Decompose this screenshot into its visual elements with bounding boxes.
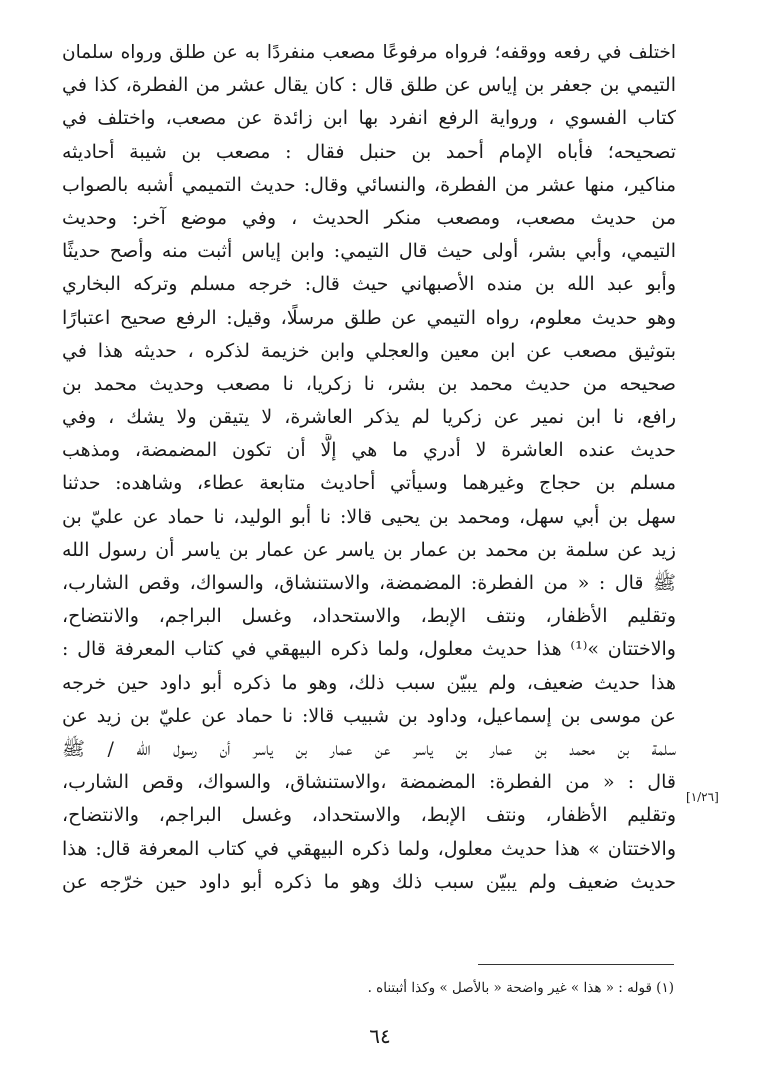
text-line: قال : « من الفطرة: المضمضة ،والاستنشاق، والسواك، وقص الشارب، <box>62 771 676 794</box>
text-line: مناكير، منها عشر من الفطرة، والنسائي وقال: حديث التميمي أشبه بالصواب <box>62 173 676 196</box>
text-line: هذا حديث ضعيف، ولم يبيّن سبب ذلك، وهو ما ذكره أبو داود حين خرجه <box>62 671 676 694</box>
text-line: ﷺ قال : « من الفطرة: المضمضة، والاستنشاق، والسواك، وقص الشارب، <box>62 572 676 594</box>
text-line: تصحيحه؛ فأباه الإمام أحمد بن حنبل فقال : مصعب بن شيبة أحاديثه <box>62 140 676 163</box>
text-line: والاختتان » هذا حديث معلول، ولما ذكره البيهقي في كتاب المعرفة قال: هذا <box>62 837 676 860</box>
text-line: زيد عن سلمة بن محمد بن عمار بن ياسر عن عمار بن ياسر أن رسول الله <box>62 538 676 561</box>
footnote: (١) قوله : « هذا » غير واضحة « بالأصل » وكذا أثبتناه . <box>367 980 674 996</box>
text-line: عن موسى بن إسماعيل، وداود بن شبيب قالا: نا حماد عن عليّ بن زيد عن <box>62 704 676 727</box>
text-line: والاختتان »⁽¹⁾ هذا حديث معلول، ولما ذكره البيهقي في كتاب المعرفة قال : <box>62 638 676 661</box>
text-line: التيمي، وأبي بشر، أولى حيث قال التيمي: وابن إياس أثبت منه وأصح حديثًا <box>62 240 676 263</box>
text-line: مسلم بن حجاج وغيرهما وسيأتي أحاديث متابعة عطاء، وشاهده: حدثنا <box>62 472 676 495</box>
text-line: التيمي بن جعفر بن إياس عن طلق قال : كان يقال عشر من الفطرة، كذا في <box>62 74 676 97</box>
text-line: وتقليم الأظفار، ونتف الإبط، والاستحداد، وغسل البراجم، والانتضاح، <box>62 804 676 827</box>
footnote-separator <box>478 964 674 965</box>
text-line: كتاب الفسوي ، ورواية الرفع انفرد بها ابن زائدة عن مصعب، واختلف في <box>62 107 676 130</box>
main-text-block <box>62 36 676 899</box>
text-line: حديث عنده العاشرة لا أدري ما هي إلَّا أن تكون المضمضة، ومذهب <box>62 439 676 462</box>
text-line: صحيحه من حديث محمد بن بشر، نا زكريا، نا مصعب وحديث محمد بن <box>62 372 676 395</box>
page-number: ٦٤ <box>369 1024 391 1048</box>
text-line: وتقليم الأظفار، ونتف الإبط، والاستحداد، وغسل البراجم، والانتضاح، <box>62 605 676 628</box>
text-line: بتوثيق مصعب عن ابن معين والعجلي وابن خزيمة لذكره ، حديثه هذا في <box>62 339 676 362</box>
text-line: اختلف في رفعه ووقفه؛ فرواه مرفوعًا مصعب منفردًا به عن طلق ورواه سلمان <box>62 42 676 63</box>
text-line: سهل بن أبي سهل، ومحمد بن يحيى قالا: نا أبو الوليد، نا حماد عن عليّ بن <box>62 505 676 528</box>
margin-reference: [١/٢٦] <box>686 790 719 804</box>
text-line: وهو حديث معلوم، رواه التيمي عن طلق مرسلًا، وقيل: الرفع صحيح اعتبارًا <box>62 306 676 329</box>
text-line: من حديث مصعب، ومصعب منكر الحديث ، وفي موضع آخر: وحديث <box>62 206 676 229</box>
text-line: وأبو عبد الله بن منده الأصبهاني حيث قال: خرجه مسلم وتركه البخاري <box>62 273 676 296</box>
text-line: رافع، نا ابن نمير عن زكريا لم يذكر العاشرة، لا يتيقن ولا يشك ، وفي <box>62 406 676 429</box>
text-line: سلمة بن محمد بن عمار بن ياسر عن عمار بن ياسر أن رسول الله / ﷺ <box>62 737 676 760</box>
text-line: حديث ضعيف ولم يبيّن سبب ذلك وهو ما ذكره أبو داود حين خرّجه عن <box>62 870 676 893</box>
